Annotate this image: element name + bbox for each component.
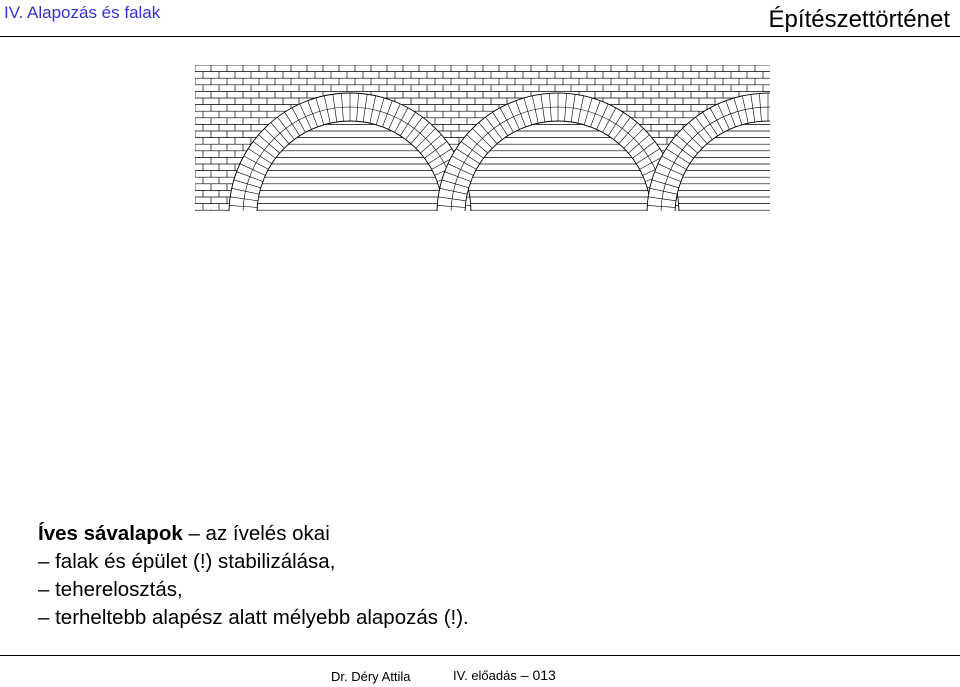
section-title: IV. Alapozás és falak bbox=[4, 3, 161, 22]
footer-lecture: IV. előadás bbox=[453, 668, 517, 683]
footer-dash: – bbox=[520, 667, 529, 683]
brick-arch-wall-figure bbox=[0, 0, 960, 230]
footer-page: 013 bbox=[532, 667, 556, 683]
footer-lecture-page bbox=[453, 667, 556, 683]
footer-author: Dr. Déry Attila bbox=[331, 669, 411, 684]
body-title-bold: Íves sávalapok bbox=[38, 522, 183, 545]
footer-divider bbox=[0, 655, 960, 656]
body-text bbox=[38, 520, 469, 632]
body-title-line bbox=[38, 520, 469, 548]
course-title: Építészettörténet bbox=[768, 6, 950, 33]
body-title-rest: – az ívelés okai bbox=[188, 522, 330, 545]
list-item: – teherelosztás, bbox=[38, 578, 183, 601]
list-item: – terheltebb alapész alatt mélyebb alapozás (!). bbox=[38, 606, 469, 629]
list-item: – falak és épület (!) stabilizálása, bbox=[38, 550, 336, 573]
